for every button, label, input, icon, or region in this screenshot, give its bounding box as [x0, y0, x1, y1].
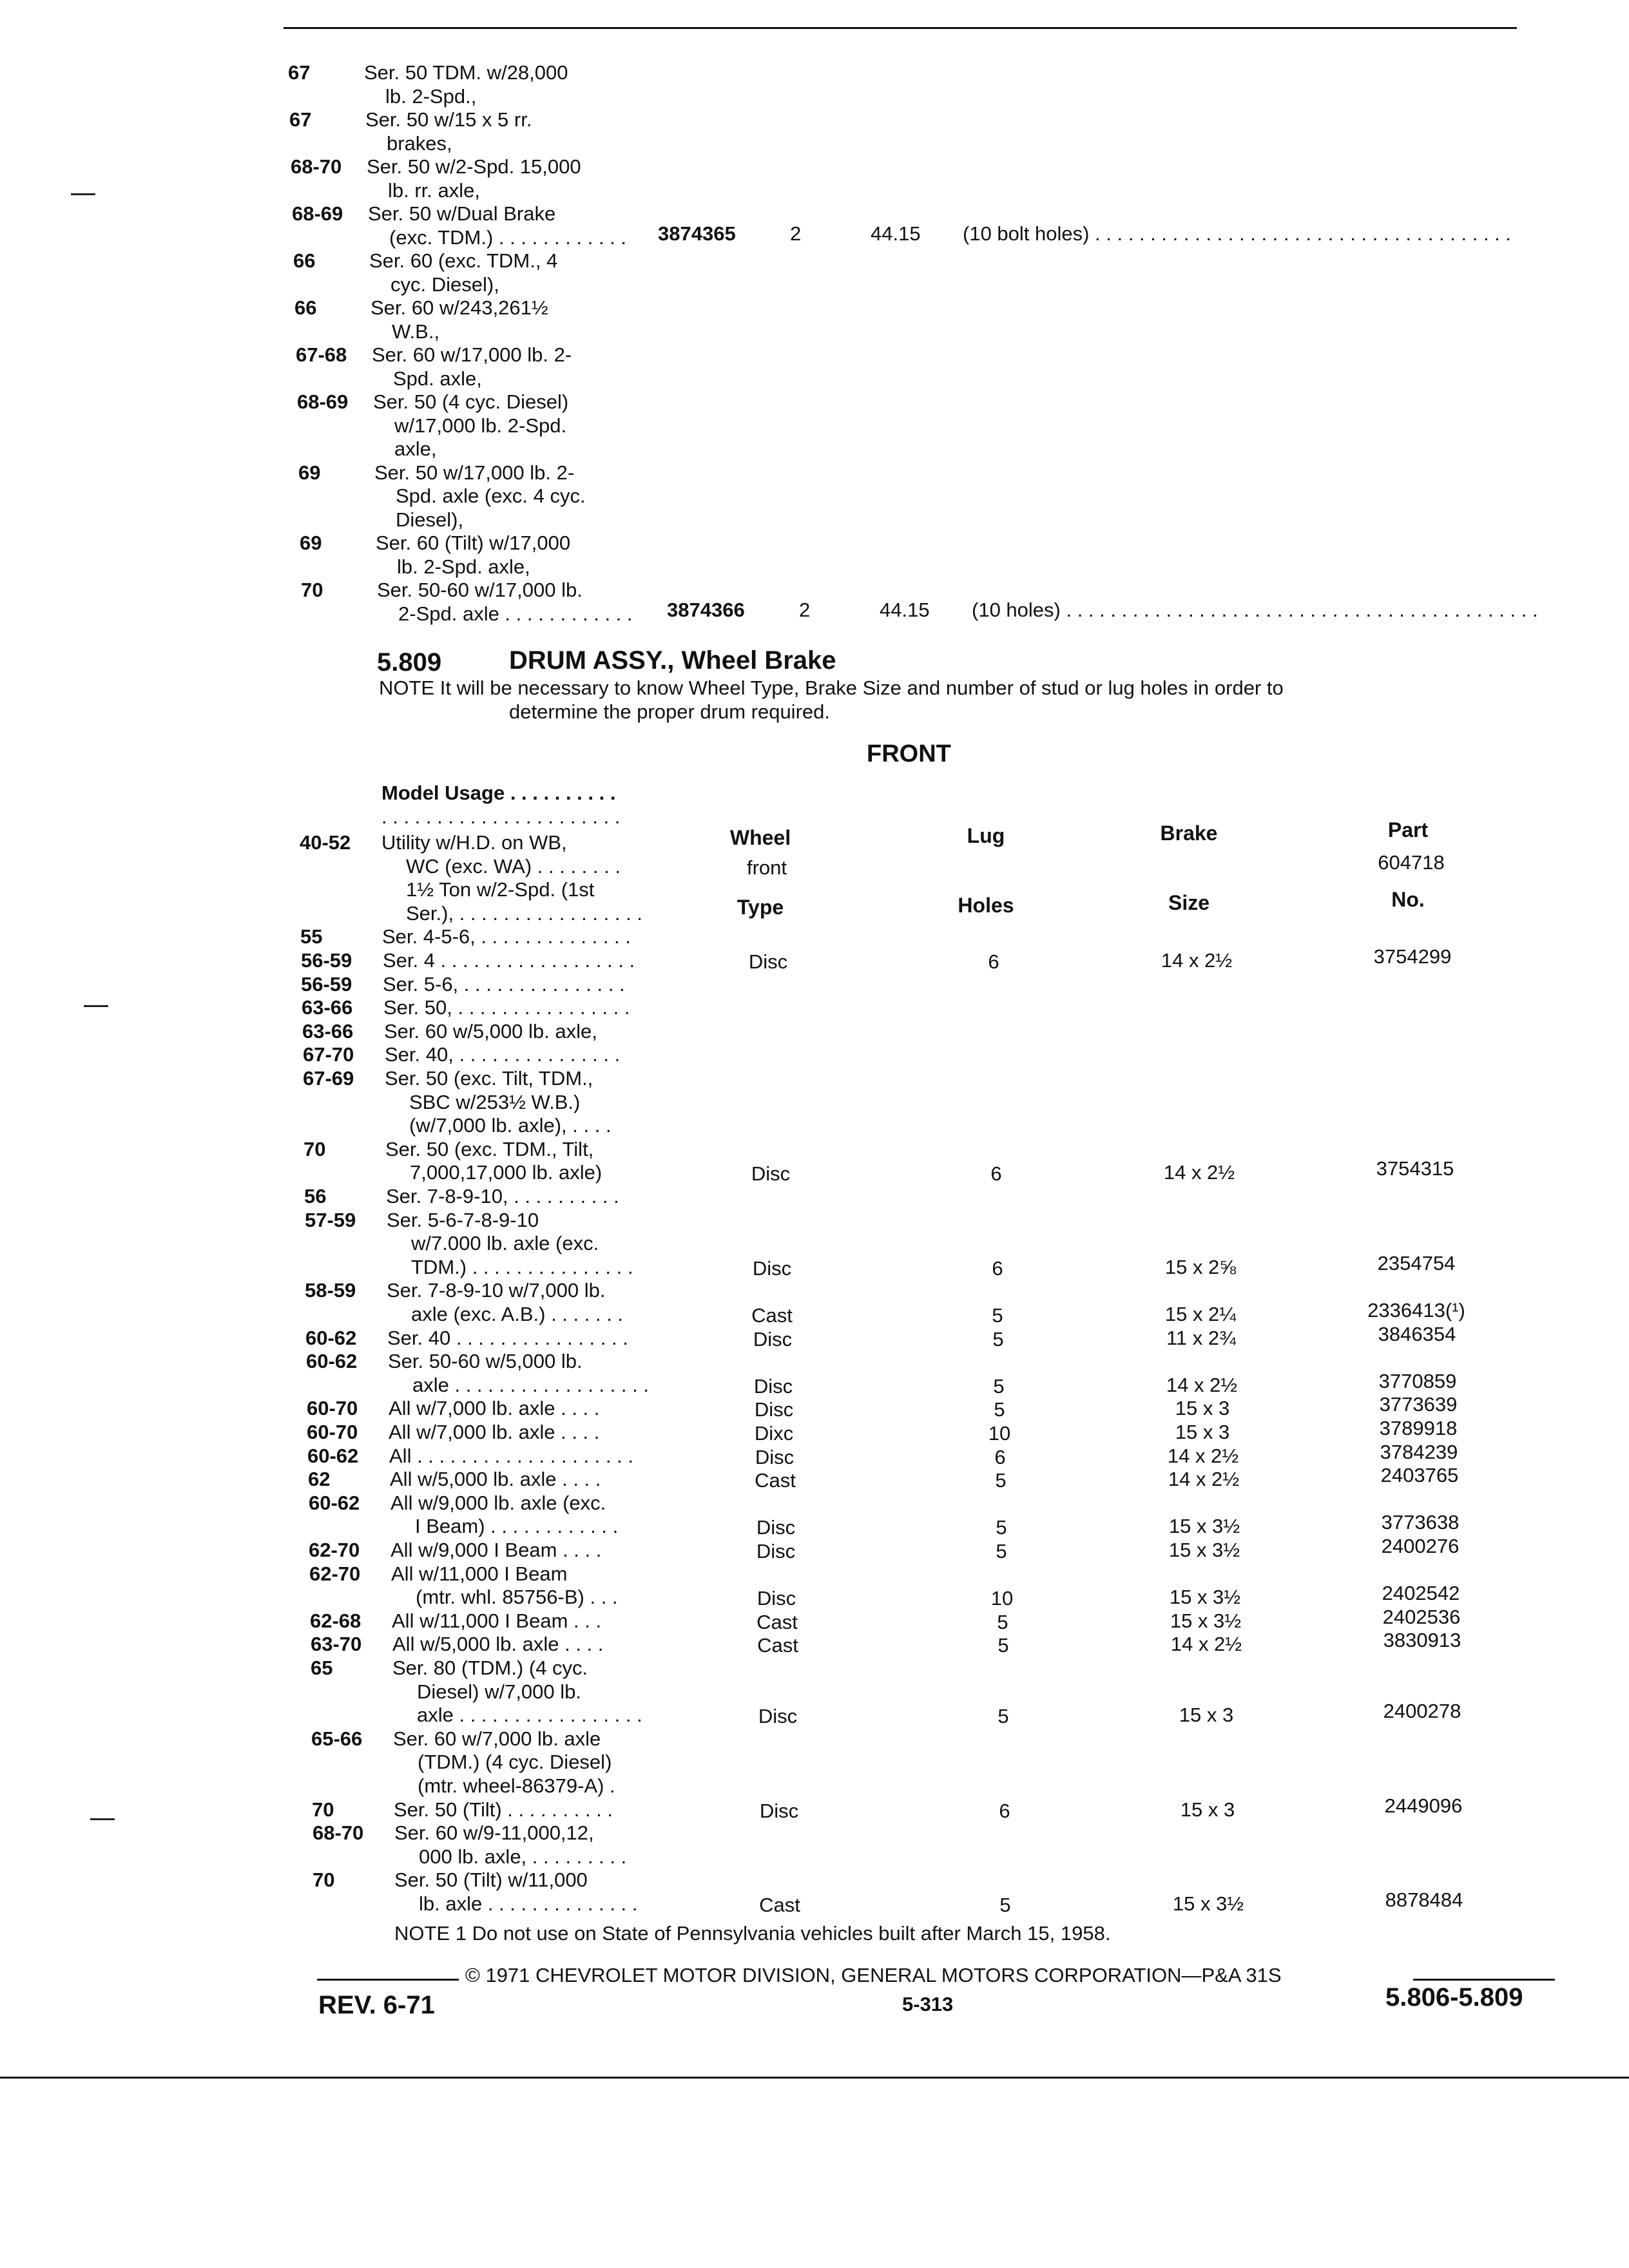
year-range: 66 — [293, 249, 316, 272]
section-note-line2: determine the proper drum required. — [509, 700, 830, 723]
part-number: 2336413(¹) — [1367, 1299, 1465, 1321]
brake-size: 15 x 3 — [1175, 1421, 1230, 1443]
quantity: 2 — [790, 222, 802, 245]
model-usage-line: 000 lb. axle, . . . . . . . . . — [419, 1845, 627, 1868]
year-range: 67-68 — [296, 343, 347, 366]
model-usage-line: Ser. 60 w/9-11,000,12, — [394, 1821, 594, 1845]
brake-size: 14 x 2½ — [1168, 1468, 1240, 1491]
margin-mark — [71, 193, 95, 195]
brake-size: 15 x 3½ — [1172, 1892, 1244, 1915]
year-range: 63-66 — [302, 1019, 354, 1043]
year-range: 56 — [304, 1185, 327, 1207]
model-usage-line: lb. rr. axle, — [388, 178, 480, 202]
wheel-type: Cast — [759, 1894, 800, 1916]
model-usage-line: Ser. 80 (TDM.) (4 cyc. — [392, 1657, 588, 1679]
lug-holes: 5 — [996, 1540, 1007, 1562]
part-number: 3784239 — [1380, 1440, 1458, 1463]
model-usage-line: Ser.), . . . . . . . . . . . . . . . . . — [406, 901, 642, 925]
year-range: 70 — [301, 579, 323, 601]
model-usage-line: (mtr. whl. 85756-B) . . . — [416, 1586, 618, 1609]
part-number: 2354754 — [1377, 1251, 1456, 1274]
wheel-type: Disc — [751, 1162, 791, 1186]
wheel-type: front — [746, 856, 787, 879]
brake-size: 15 x 3½ — [1168, 1515, 1240, 1538]
wheel-type: Cast — [755, 1469, 796, 1492]
footer-rule-right — [1413, 1979, 1555, 1981]
year-range: 68-70 — [291, 155, 342, 178]
lug-holes: 5 — [999, 1894, 1011, 1916]
year-range: 60-70 — [307, 1421, 358, 1443]
quantity: 2 — [799, 598, 811, 621]
year-range: 56-59 — [301, 972, 352, 995]
lug-holes: 5 — [992, 1304, 1003, 1327]
part-number: 3770859 — [1378, 1369, 1457, 1392]
model-usage-line: 1½ Ton w/2-Spd. (1st — [406, 878, 595, 901]
model-usage-line: Ser. 40 . . . . . . . . . . . . . . . . — [387, 1326, 628, 1349]
year-range: 60-62 — [307, 1444, 359, 1467]
model-usage-line: Ser. 50-60 w/17,000 lb. — [377, 579, 583, 601]
brake-size: 15 x 2¼ — [1164, 1303, 1237, 1325]
header-lug-holes-line2: Holes — [958, 894, 1014, 917]
header-brake-size-line1: Brake — [1160, 822, 1218, 845]
model-usage-line: Ser. 7-8-9-10 w/7,000 lb. — [387, 1279, 606, 1302]
model-usage-line: Ser. 50 (Tilt) w/11,000 — [394, 1869, 588, 1892]
part-number: 3773639 — [1379, 1393, 1458, 1416]
model-usage-line: Diesel) w/7,000 lb. — [417, 1680, 582, 1703]
year-range: 65 — [311, 1657, 333, 1679]
wheel-type: Disc — [758, 1705, 798, 1728]
footer-copyright: © 1971 CHEVROLET MOTOR DIVISION, GENERAL MOTORS CORPORATION—P&A 31S — [465, 1964, 1282, 1986]
model-usage-line: (exc. TDM.) . . . . . . . . . . . . — [389, 226, 627, 249]
bottom-rule — [0, 2077, 1629, 2079]
wheel-type: Disc — [755, 1445, 795, 1468]
model-usage-line: Ser. 5-6, . . . . . . . . . . . . . . . — [383, 972, 625, 995]
lug-holes: 5 — [998, 1634, 1009, 1657]
part-number: 3789918 — [1379, 1417, 1458, 1439]
top-rule — [284, 27, 1517, 29]
year-range: 55 — [300, 925, 323, 948]
year-range: 68-69 — [297, 390, 349, 413]
wheel-type: Dixc — [754, 1422, 794, 1445]
model-usage-line: Ser. 4 . . . . . . . . . . . . . . . . . . — [383, 949, 635, 972]
lug-holes: 5 — [998, 1705, 1009, 1728]
brake-size: 14 x 2½ — [1167, 1444, 1239, 1467]
header-model-usage-dots: . . . . . . . . . . . . . . . . . . . . . . — [381, 805, 621, 828]
wheel-type: Cast — [751, 1304, 793, 1327]
year-range: 65-66 — [311, 1727, 363, 1750]
footer-page: 5-313 — [902, 1993, 954, 2015]
year-range: 40-52 — [300, 831, 351, 854]
model-usage-line: Ser. 50 (exc. TDM., Tilt, — [385, 1137, 594, 1160]
part-number: 3846354 — [1378, 1322, 1456, 1345]
model-usage-line: brakes, — [387, 131, 452, 155]
price: 44.15 — [880, 598, 930, 621]
brake-size: 15 x 3 — [1175, 1397, 1230, 1420]
part-number: 8878484 — [1385, 1888, 1463, 1911]
lug-holes: 6 — [994, 1445, 1006, 1468]
footer-rule-left — [317, 1979, 459, 1981]
model-usage-line: 2-Spd. axle . . . . . . . . . . . . — [398, 602, 633, 625]
part-number: 3754315 — [1376, 1157, 1454, 1180]
wheel-type: Disc — [754, 1398, 794, 1421]
year-range: 62 — [308, 1468, 331, 1491]
year-range: 60-62 — [305, 1326, 357, 1349]
model-usage-line: All w/9,000 I Beam . . . . — [390, 1539, 602, 1561]
wheel-type: Disc — [753, 1374, 793, 1398]
model-usage-line: Ser. 5-6-7-8-9-10 — [387, 1208, 539, 1231]
brake-size: 15 x 2⅝ — [1164, 1255, 1237, 1278]
year-range: 70 — [312, 1798, 334, 1821]
part-number: 3754299 — [1373, 945, 1452, 968]
model-usage-line: lb. 2-Spd. axle, — [397, 555, 530, 578]
year-range: 67 — [288, 61, 311, 84]
model-usage-line: I Beam) . . . . . . . . . . . . — [415, 1515, 619, 1538]
year-range: 57-59 — [305, 1208, 356, 1231]
year-range: 67-70 — [303, 1043, 354, 1066]
model-usage-line: Ser. 50 (Tilt) . . . . . . . . . . — [394, 1798, 613, 1821]
model-usage-line: Ser. 50 w/17,000 lb. 2- — [374, 461, 575, 484]
part-number: 3773638 — [1381, 1511, 1460, 1534]
front-subheading: FRONT — [867, 740, 951, 767]
model-usage-line: All w/11,000 I Beam . . . — [392, 1609, 602, 1632]
lug-holes: 5 — [997, 1610, 1008, 1633]
model-usage-line: Ser. 4-5-6, . . . . . . . . . . . . . . — [382, 925, 631, 948]
model-usage-line: W.B., — [392, 320, 440, 343]
lug-holes: 6 — [992, 1256, 1003, 1280]
model-usage-line: Ser. 50 (4 cyc. Diesel) — [373, 390, 569, 413]
brake-size: 14 x 2½ — [1170, 1633, 1242, 1656]
model-usage-line: Ser. 50 w/2-Spd. 15,000 — [367, 155, 581, 178]
model-usage-line: All w/7,000 lb. axle . . . . — [389, 1421, 600, 1443]
model-usage-line: lb. 2-Spd., — [385, 84, 477, 108]
brake-size: 14 x 2½ — [1166, 1373, 1238, 1396]
footnote: NOTE 1 Do not use on State of Pennsylvania vehicles built after March 15, 1958. — [394, 1922, 1111, 1945]
part-number: 604718 — [1378, 850, 1445, 874]
header-lug-holes-line1: Lug — [967, 824, 1005, 847]
year-range: 68-70 — [313, 1821, 364, 1845]
model-usage-line: cyc. Diesel), — [390, 273, 499, 296]
year-range: 69 — [300, 532, 322, 554]
lug-holes: 5 — [992, 1327, 1004, 1350]
wheel-type: Cast — [757, 1634, 798, 1657]
section-title: DRUM ASSY., Wheel Brake — [509, 646, 836, 675]
part-number: 2402542 — [1382, 1582, 1460, 1605]
section-number: 5.809 — [377, 648, 442, 677]
footer-rev: REV. 6-71 — [318, 1991, 435, 2019]
year-range: 63-66 — [302, 996, 353, 1019]
model-usage-line: Ser. 60 (Tilt) w/17,000 — [376, 532, 571, 554]
header-wheel-type-line2: Type — [737, 896, 784, 919]
model-usage-line: Ser. 60 w/17,000 lb. 2- — [372, 343, 572, 366]
model-usage-line: (w/7,000 lb. axle), . . . . — [409, 1114, 612, 1137]
model-usage-line: axle, — [394, 437, 437, 460]
model-usage-line: Ser. 60 w/7,000 lb. axle — [393, 1727, 601, 1750]
part-number: 2402536 — [1382, 1605, 1461, 1628]
description: (10 bolt holes) . . . . . . . . . . . . . . . . . . . . . . . . . . . . . . . . . . . . . . — [963, 222, 1512, 245]
year-range: 58-59 — [305, 1279, 356, 1302]
model-usage-line: All w/7,000 lb. axle . . . . — [389, 1397, 600, 1420]
model-usage-line: Ser. 7-8-9-10, . . . . . . . . . . — [386, 1185, 619, 1207]
year-range: 67-69 — [303, 1067, 354, 1090]
model-usage-line: (mtr. wheel-86379-A) . — [418, 1774, 615, 1797]
lug-holes: 6 — [999, 1799, 1010, 1822]
header-part-no-line2: No. — [1391, 888, 1425, 911]
section-note-line1: NOTE It will be necessary to know Wheel Type, Brake Size and number of stud or lug holes in order to — [379, 677, 1284, 699]
part-number: 2400278 — [1383, 1700, 1461, 1723]
model-usage-line: All w/5,000 lb. axle . . . . — [390, 1468, 601, 1491]
lug-holes: 10 — [988, 1422, 1011, 1445]
year-range: 68-69 — [292, 202, 343, 225]
lug-holes: 6 — [990, 1162, 1002, 1186]
wheel-type: Disc — [759, 1799, 799, 1822]
model-usage-line: axle . . . . . . . . . . . . . . . . . . — [412, 1373, 649, 1396]
model-usage-line: 7,000,17,000 lb. axle) — [410, 1161, 602, 1184]
part-number: 2400276 — [1381, 1535, 1460, 1557]
year-range: 70 — [304, 1137, 326, 1160]
footer-range: 5.806-5.809 — [1385, 1983, 1523, 2012]
year-range: 56-59 — [301, 949, 352, 972]
year-range: 66 — [294, 296, 317, 319]
wheel-type: Disc — [757, 1587, 796, 1610]
model-usage-line: axle . . . . . . . . . . . . . . . . . — [417, 1704, 642, 1727]
model-usage-line: Ser. 50, . . . . . . . . . . . . . . . . — [383, 996, 630, 1019]
year-range: 69 — [298, 461, 321, 484]
lug-holes: 5 — [993, 1374, 1005, 1398]
brake-size: 14 x 2½ — [1161, 949, 1233, 972]
year-range: 63-70 — [311, 1633, 362, 1656]
part-number: 2449096 — [1384, 1794, 1463, 1817]
lug-holes: 5 — [995, 1469, 1007, 1492]
model-usage-line: Ser. 50 w/Dual Brake — [368, 202, 556, 225]
model-usage-line: Ser. 50 (exc. Tilt, TDM., — [385, 1067, 593, 1090]
wheel-type: Cast — [757, 1610, 798, 1633]
year-range: 62-68 — [310, 1609, 361, 1632]
year-range: 67 — [289, 108, 312, 131]
lug-holes: 10 — [990, 1587, 1014, 1610]
margin-mark — [84, 1005, 108, 1007]
model-usage-line: w/7.000 lb. axle (exc. — [411, 1232, 599, 1255]
brake-size: 15 x 3 — [1180, 1798, 1235, 1821]
model-usage-line: Ser. 40, . . . . . . . . . . . . . . . — [385, 1043, 621, 1066]
header-wheel-type-line1: Wheel — [729, 826, 791, 849]
wheel-type: Disc — [748, 950, 788, 973]
model-usage-line: Utility w/H.D. on WB, — [381, 831, 567, 854]
model-usage-line: WC (exc. WA) . . . . . . . . — [406, 854, 621, 878]
year-range: 70 — [313, 1869, 335, 1892]
wheel-type: Disc — [752, 1256, 792, 1280]
header-part-no-line1: Part — [1387, 818, 1429, 841]
year-range: 62-70 — [309, 1539, 360, 1561]
brake-size: 15 x 3½ — [1168, 1539, 1240, 1561]
model-usage-line: Spd. axle (exc. 4 cyc. — [396, 485, 586, 507]
header-lug-holes — [921, 778, 1050, 940]
brake-size: 15 x 3½ — [1170, 1609, 1242, 1632]
header-model-usage: Model Usage . . . . . . . . . . — [381, 782, 616, 804]
model-usage-line: w/17,000 lb. 2-Spd. — [394, 414, 567, 437]
model-usage-line: Ser. 60 (exc. TDM., 4 — [369, 249, 558, 272]
model-usage-line: (TDM.) (4 cyc. Diesel) — [418, 1751, 612, 1774]
model-usage-line: lb. axle . . . . . . . . . . . . . . — [419, 1892, 638, 1915]
price: 44.15 — [871, 222, 921, 245]
model-usage-line: All . . . . . . . . . . . . . . . . . . . . — [389, 1444, 633, 1467]
description: (10 holes) . . . . . . . . . . . . . . . . . . . . . . . . . . . . . . . . . . . . . . . . . . . — [972, 598, 1538, 621]
model-usage-line: Ser. 50 w/15 x 5 rr. — [365, 108, 532, 131]
lug-holes: 5 — [996, 1516, 1007, 1539]
part-number: 3874366 — [667, 598, 745, 621]
model-usage-line: Ser. 50-60 w/5,000 lb. — [388, 1350, 583, 1373]
part-number: 3830913 — [1383, 1629, 1461, 1652]
model-usage-line: All w/5,000 lb. axle . . . . — [392, 1633, 604, 1656]
model-usage-line: SBC w/253½ W.B.) — [409, 1090, 581, 1113]
model-usage-line: Ser. 60 w/243,261½ — [371, 296, 548, 319]
brake-size: 14 x 2½ — [1163, 1161, 1235, 1184]
wheel-type: Disc — [753, 1327, 793, 1350]
brake-size: 15 x 3 — [1179, 1704, 1234, 1727]
lug-holes: 5 — [994, 1398, 1005, 1421]
header-brake-size-line2: Size — [1168, 891, 1210, 914]
year-range: 60-62 — [309, 1491, 360, 1514]
header-brake-size — [1124, 775, 1253, 937]
wheel-type: Disc — [756, 1540, 796, 1562]
model-usage-line: Diesel), — [396, 508, 464, 531]
year-range: 60-62 — [306, 1350, 358, 1373]
part-number: 2403765 — [1380, 1464, 1459, 1487]
margin-mark — [90, 1818, 115, 1820]
brake-size: 11 x 2¾ — [1166, 1326, 1236, 1349]
model-usage-line: All w/11,000 I Beam — [391, 1562, 568, 1585]
part-number: 3874365 — [658, 222, 736, 245]
model-usage-line: Ser. 50 TDM. w/28,000 — [364, 61, 568, 84]
model-usage-line: Ser. 60 w/5,000 lb. axle, — [384, 1019, 597, 1043]
model-usage-line: Spd. axle, — [393, 367, 482, 390]
model-usage-line: axle (exc. A.B.) . . . . . . . — [411, 1303, 624, 1325]
year-range: 60-70 — [307, 1397, 358, 1420]
year-range: 62-70 — [309, 1562, 361, 1585]
model-usage-line: TDM.) . . . . . . . . . . . . . . . — [411, 1255, 633, 1278]
brake-size: 15 x 3½ — [1169, 1586, 1241, 1609]
model-usage-line: All w/9,000 lb. axle (exc. — [390, 1491, 606, 1514]
lug-holes: 6 — [988, 950, 999, 973]
wheel-type: Disc — [756, 1516, 796, 1539]
